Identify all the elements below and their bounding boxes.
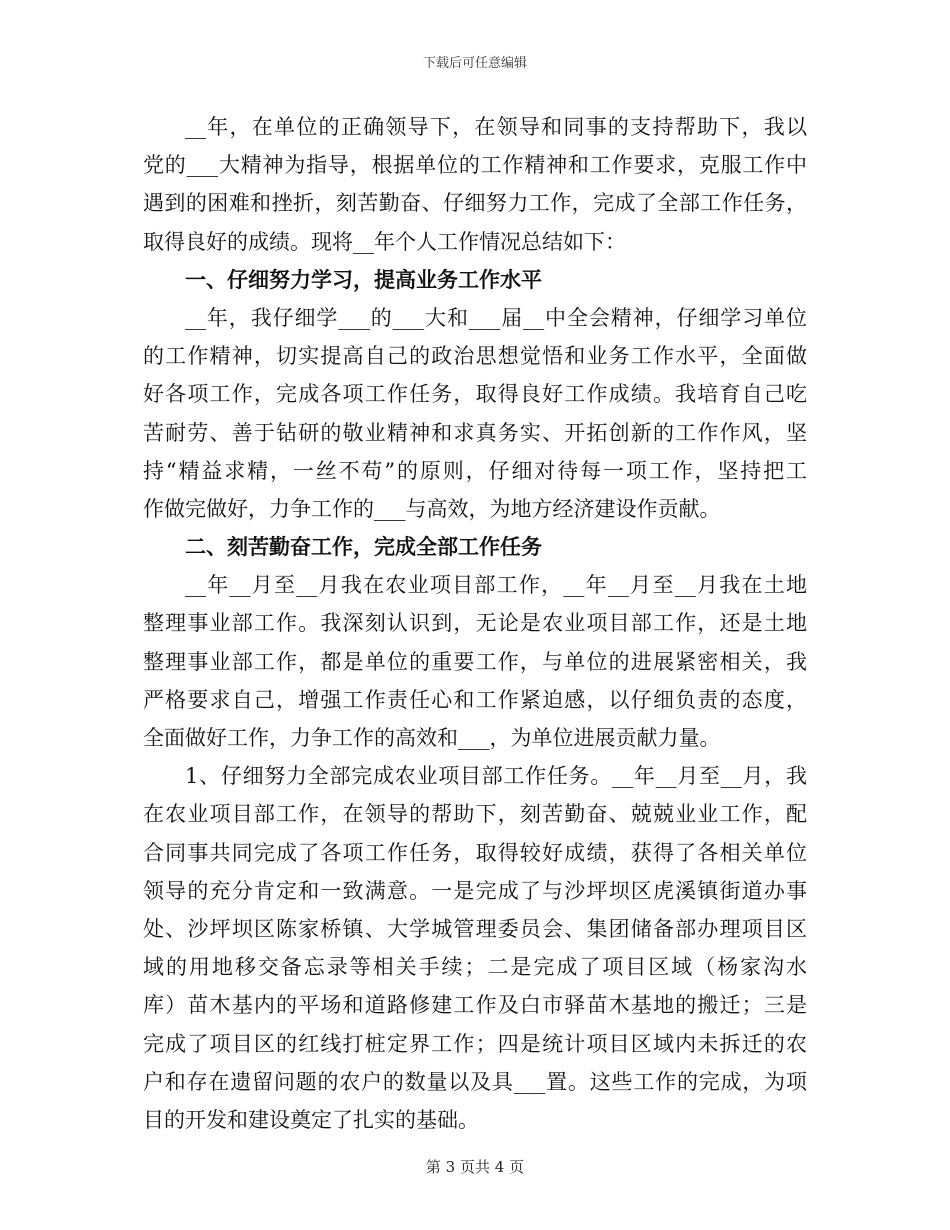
paragraph-2-line-5: 持“精益求精，一丝不苟”的原则，仔细对待每一项工作，坚持把工 [143, 458, 807, 483]
paragraph-3-line-3: 整理事业部工作，都是单位的重要工作，与单位的进展紧密相关，我 [143, 649, 807, 674]
paragraph-4-line-3: 合同事共同完成了各项工作任务，取得较好成绩，获得了各相关单位 [143, 840, 807, 865]
paragraph-2-line-4: 苦耐劳、善于钻研的敬业精神和求真务实、开拓创新的工作作风，坚 [143, 420, 807, 445]
document-body [143, 108, 807, 1139]
paragraph-2-line-2: 的工作精神，切实提高自己的政治思想觉悟和业务工作水平，全面做 [143, 344, 807, 369]
section-heading-2: 二、刻苦勤奋工作，完成全部工作任务 [185, 534, 542, 560]
paragraph-3-line-5: 全面做好工作，力争工作的高效和___，为单位进展贡献力量。 [143, 726, 721, 750]
paragraph-2-line-3: 好各项工作，完成各项工作任务，取得良好工作成绩。我培育自己吃 [143, 382, 807, 407]
paragraph-4-line-10: 目的开发和建设奠定了扎实的基础。 [143, 1107, 479, 1132]
paragraph-4-line-5: 处、沙坪坝区陈家桥镇、大学城管理委员会、集团储备部办理项目区 [143, 916, 807, 941]
paragraph-4-line-6: 域的用地移交备忘录等相关手续；二是完成了项目区域（杨家沟水 [143, 955, 807, 980]
page-header-note: 下载后可任意编辑 [422, 56, 527, 71]
paragraph-3-line-4: 严格要求自己，增强工作责任心和工作紧迫感，以仔细负责的态度， [143, 687, 807, 712]
paragraph-1-line-3: 遇到的困难和挫折，刻苦勤奋、仔细努力工作，完成了全部工作任务， [143, 191, 807, 216]
paragraph-4-line-1: 1、仔细努力全部完成农业项目部工作任务。__年__月至__月，我 [185, 764, 807, 789]
paragraph-4-line-4: 领导的充分肯定和一致满意。一是完成了与沙坪坝区虎溪镇街道办事 [143, 878, 807, 903]
paragraph-4-line-8: 完成了项目区的红线打桩定界工作；四是统计项目区域内未拆迁的农 [143, 1031, 807, 1056]
paragraph-1-line-4: 取得良好的成绩。现将__年个人工作情况总结如下： [143, 229, 626, 254]
paragraph-2-line-6: 作做完做好，力争工作的___与高效，为地方经济建设作贡献。 [143, 496, 721, 521]
paragraph-4-line-9: 户和存在遗留问题的农户的数量以及具___置。这些工作的完成，为项 [143, 1069, 807, 1094]
paragraph-3-line-2: 整理事业部工作。我深刻认识到，无论是农业项目部工作，还是土地 [143, 611, 807, 636]
paragraph-2-line-1: __年，我仔细学___的___大和___届__中全会精神，仔细学习单位 [185, 305, 807, 330]
section-heading-1: 一、仔细努力学习，提高业务工作水平 [185, 266, 542, 292]
paragraph-1-line-2: 党的___大精神为指导，根据单位的工作精神和工作要求，克服工作中 [143, 153, 807, 178]
paragraph-4-line-2: 在农业项目部工作，在领导的帮助下，刻苦勤奋、兢兢业业工作，配 [143, 802, 807, 827]
paragraph-4-line-7: 库）苗木基内的平场和道路修建工作及白市驿苗木基地的搬迁；三是 [143, 993, 807, 1018]
page-number-footer: 第 3 页共 4 页 [425, 1158, 525, 1176]
paragraph-1-line-1: __年，在单位的正确领导下，在领导和同事的支持帮助下，我以 [185, 115, 807, 139]
paragraph-3-line-1: __年__月至__月我在农业项目部工作，__年__月至__月我在土地 [185, 573, 807, 598]
